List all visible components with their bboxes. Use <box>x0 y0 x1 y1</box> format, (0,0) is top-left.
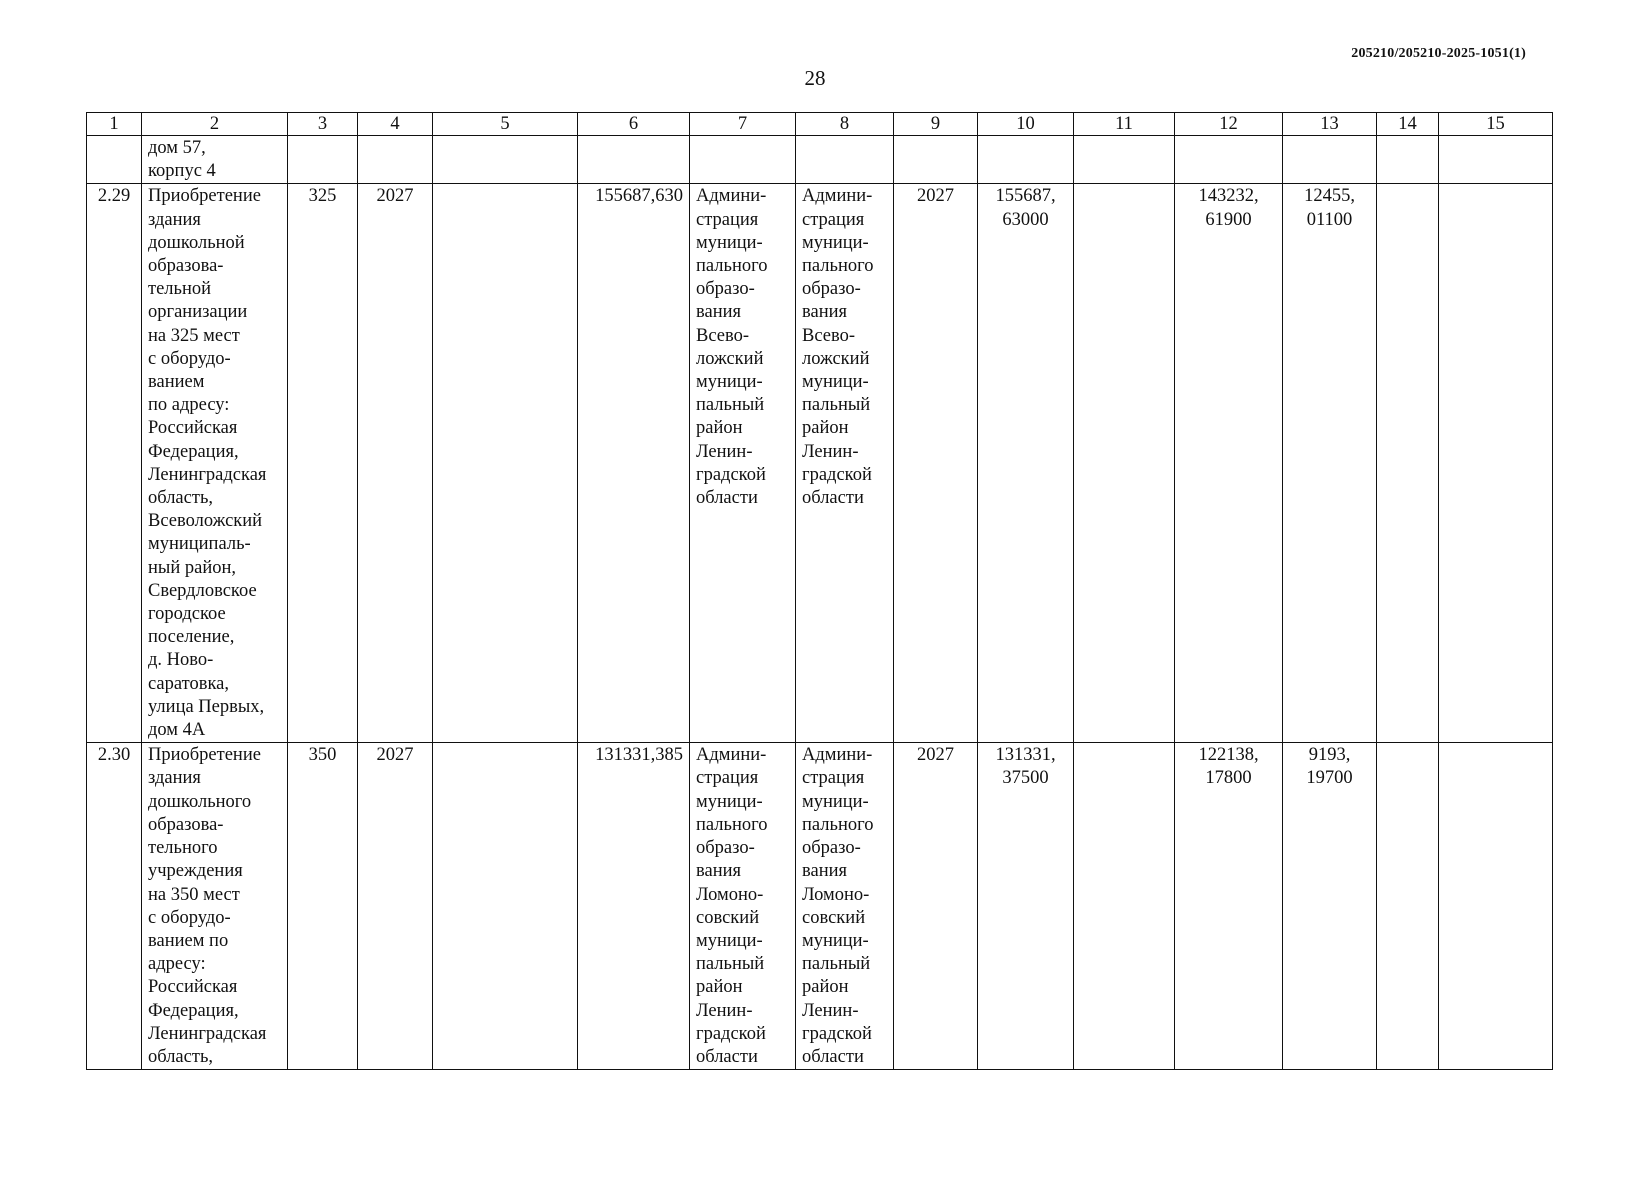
column-header: 8 <box>796 113 894 136</box>
cell-executor: Админи- страция муници- пального образо- вания Всево- ложский муници- пальный район Ленин- градской области <box>796 184 894 743</box>
cell-col13 <box>1283 136 1377 184</box>
cell-col12 <box>1175 136 1283 184</box>
cell-customer: Админи- страция муници- пального образо- вания Ломоно- совский муници- пальный район Ленин- градской области <box>690 743 796 1070</box>
column-header: 15 <box>1439 113 1553 136</box>
cell-number: 2.30 <box>87 743 142 1070</box>
column-header: 7 <box>690 113 796 136</box>
cell-capacity <box>288 136 358 184</box>
cell-col15 <box>1439 743 1553 1070</box>
column-header: 2 <box>142 113 288 136</box>
cell-col15 <box>1439 184 1553 743</box>
cell-total: 131331, 37500 <box>978 743 1074 1070</box>
cell-col15 <box>1439 136 1553 184</box>
table-row-continuation <box>87 136 1553 184</box>
data-table <box>86 112 1553 1070</box>
cell-executor <box>796 136 894 184</box>
cell-year: 2027 <box>358 184 433 743</box>
column-header: 5 <box>433 113 578 136</box>
table-row-2-30 <box>87 743 1553 1070</box>
cell-cost <box>578 136 690 184</box>
cell-cost: 131331,385 <box>578 743 690 1070</box>
cell-number <box>87 136 142 184</box>
cell-col5 <box>433 136 578 184</box>
cell-year <box>358 136 433 184</box>
page-number: 28 <box>804 66 826 90</box>
column-header: 4 <box>358 113 433 136</box>
cell-col11 <box>1074 184 1175 743</box>
column-header: 9 <box>894 113 978 136</box>
cell-number: 2.29 <box>87 184 142 743</box>
column-header: 6 <box>578 113 690 136</box>
cell-executor: Админи- страция муници- пального образо- вания Ломоно- совский муници- пальный район Ленин- градской области <box>796 743 894 1070</box>
cell-capacity: 350 <box>288 743 358 1070</box>
document-id: 205210/205210-2025-1051(1) <box>1351 46 1526 61</box>
cell-total <box>978 136 1074 184</box>
column-header: 10 <box>978 113 1074 136</box>
cell-description: Приобретение здания дошкольного образова- тельного учреждения на 350 мест с оборудо- ванием по адресу: Российская Федерация, Ленинградская область, <box>142 743 288 1070</box>
cell-col14 <box>1377 184 1439 743</box>
column-header: 3 <box>288 113 358 136</box>
cell-col5 <box>433 743 578 1070</box>
cell-col14 <box>1377 743 1439 1070</box>
column-header: 11 <box>1074 113 1175 136</box>
cell-col13: 9193, 19700 <box>1283 743 1377 1070</box>
cell-col13: 12455, 01100 <box>1283 184 1377 743</box>
cell-col12: 143232, 61900 <box>1175 184 1283 743</box>
cell-col12: 122138, 17800 <box>1175 743 1283 1070</box>
column-header: 1 <box>87 113 142 136</box>
column-header: 13 <box>1283 113 1377 136</box>
column-header: 14 <box>1377 113 1439 136</box>
cell-total: 155687, 63000 <box>978 184 1074 743</box>
cell-period: 2027 <box>894 184 978 743</box>
cell-col14 <box>1377 136 1439 184</box>
cell-period <box>894 136 978 184</box>
column-header: 12 <box>1175 113 1283 136</box>
cell-year: 2027 <box>358 743 433 1070</box>
cell-description: дом 57, корпус 4 <box>142 136 288 184</box>
cell-description: Приобретение здания дошкольной образова- тельной организации на 325 мест с оборудо- ванием по адресу: Российская Федерация, Ленинградская область, Всеволожский муниципаль- ный район, Свердловское городское поселение, д. Ново- саратовка, улица Первых, дом 4А <box>142 184 288 743</box>
column-header-row <box>87 113 1553 136</box>
table-row-2-29 <box>87 184 1553 743</box>
cell-capacity: 325 <box>288 184 358 743</box>
cell-customer <box>690 136 796 184</box>
cell-col11 <box>1074 743 1175 1070</box>
cell-customer: Админи- страция муници- пального образо- вания Всево- ложский муници- пальный район Ленин- градской области <box>690 184 796 743</box>
cell-cost: 155687,630 <box>578 184 690 743</box>
cell-col11 <box>1074 136 1175 184</box>
cell-period: 2027 <box>894 743 978 1070</box>
cell-col5 <box>433 184 578 743</box>
